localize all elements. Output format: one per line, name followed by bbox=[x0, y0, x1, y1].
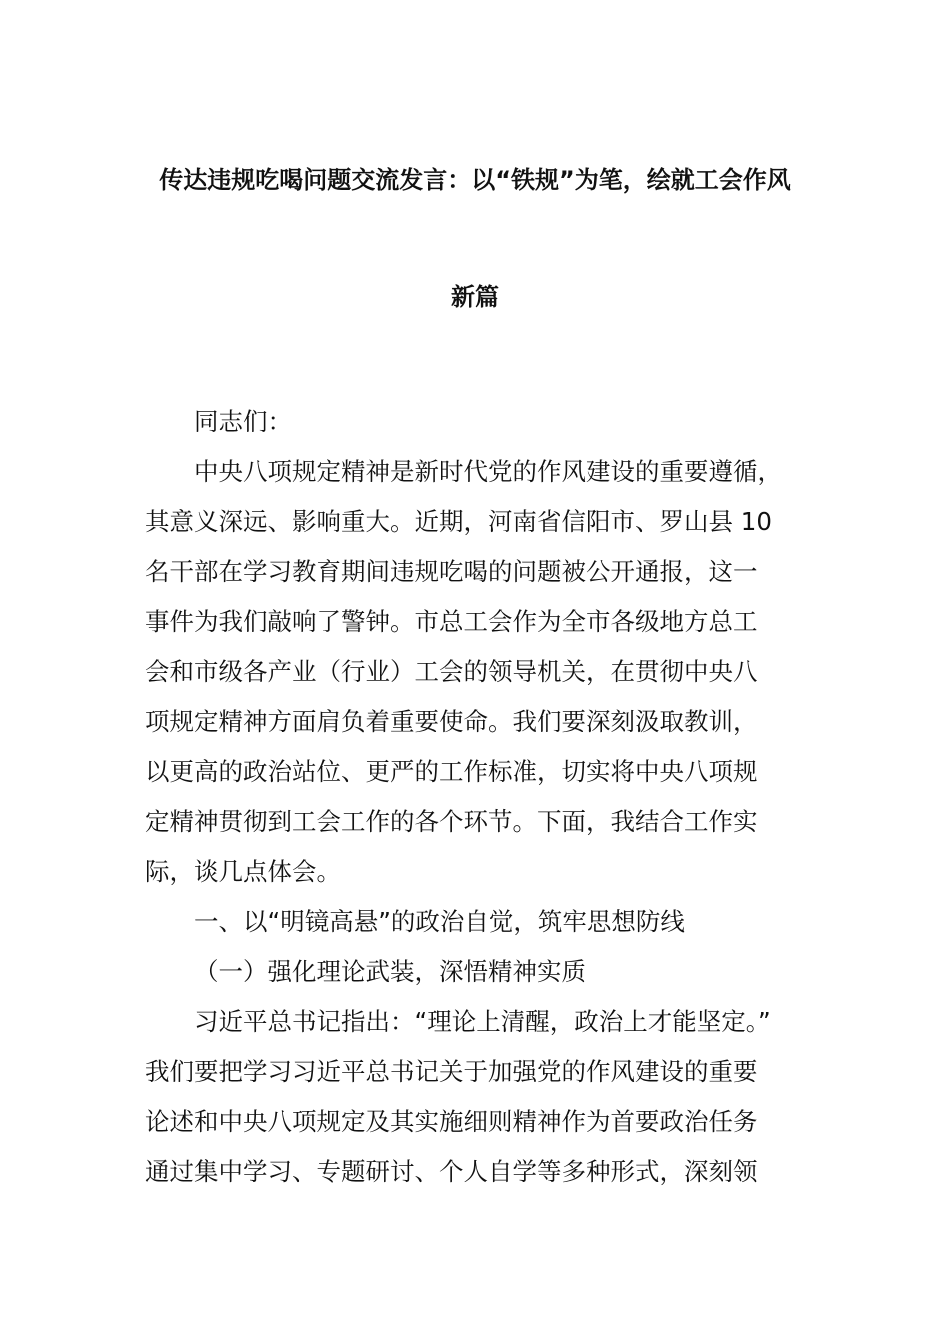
paragraph-line: 会和市级各产业（行业）工会的领导机关，在贯彻中央八 bbox=[145, 657, 758, 686]
paragraph-line: 通过集中学习、专题研讨、个人自学等多种形式，深刻领 bbox=[145, 1157, 758, 1186]
paragraph-line: 名干部在学习教育期间违规吃喝的问题被公开通报，这一 bbox=[145, 557, 758, 586]
paragraph-line: 际，谈几点体会。 bbox=[145, 857, 341, 886]
paragraph-line: 项规定精神方面肩负着重要使命。我们要深刻汲取教训， bbox=[145, 707, 758, 736]
document-title-line-1: 传达违规吃喝问题交流发言：以“铁规”为笔，绘就工会作风 bbox=[159, 166, 791, 194]
paragraph-line: 论述和中央八项规定及其实施细则精神作为首要政治任务 bbox=[145, 1107, 758, 1136]
paragraph-line: 中央八项规定精神是新时代党的作风建设的重要遵循， bbox=[194, 457, 782, 486]
paragraph-line: 习近平总书记指出：“理论上清醒，政治上才能坚定。” bbox=[194, 1007, 771, 1036]
section-heading: 一、以“明镜高悬”的政治自觉，筑牢思想防线 bbox=[194, 907, 685, 936]
document-title-line-2: 新篇 bbox=[451, 283, 499, 311]
paragraph-line: 定精神贯彻到工会工作的各个环节。下面，我结合工作实 bbox=[145, 807, 758, 836]
paragraph-line: 其意义深远、影响重大。近期，河南省信阳市、罗山县 10 bbox=[145, 507, 772, 536]
paragraph-line: 我们要把学习习近平总书记关于加强党的作风建设的重要 bbox=[145, 1057, 758, 1086]
paragraph-line: 以更高的政治站位、更严的工作标准，切实将中央八项规 bbox=[145, 757, 758, 786]
subsection-heading: （一）强化理论武装，深悟精神实质 bbox=[194, 957, 586, 986]
salutation: 同志们： bbox=[194, 407, 292, 436]
paragraph-line: 事件为我们敲响了警钟。市总工会作为全市各级地方总工 bbox=[145, 607, 758, 636]
